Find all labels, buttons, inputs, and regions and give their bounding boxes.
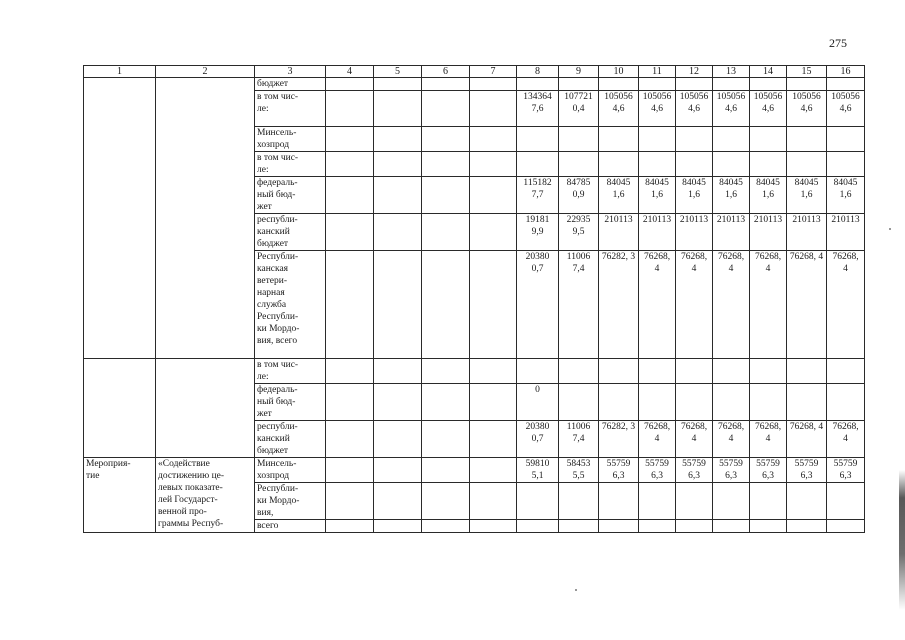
empty-cell [422,152,470,177]
event-name-line: «Содействие [158,459,210,469]
row-label-line: канская [257,264,289,274]
row-label-line: всего [257,521,279,531]
value-cell: 84045 1,6 [599,177,639,214]
value-cell: 55759 6,3 [750,458,787,483]
value-cell: 210113 [787,214,827,251]
value-cell: 55759 6,3 [639,458,676,483]
empty-cell [374,359,422,384]
row-label-line: жет [257,202,272,212]
value-cell [559,152,599,177]
empty-cell [470,384,517,421]
value-cell: 105056 4,6 [750,91,787,127]
value-cell [713,384,750,421]
value-cell [599,152,639,177]
column-header: 2 [156,66,255,78]
empty-cell [470,520,517,533]
column-header-row [84,66,865,78]
row-label [255,127,326,152]
value-cell: 76268, 4 [787,421,827,458]
value-cell: 105056 4,6 [787,91,827,127]
column-header: 15 [787,66,827,78]
empty-cell [470,214,517,251]
column-header: 5 [374,66,422,78]
row-label-line: ки Мордо- [257,496,300,506]
column-header: 8 [517,66,559,78]
row-label-line: федераль- [257,178,298,188]
value-cell: 58453 5,5 [559,458,599,483]
row-label-line: ки Мордо- [257,324,300,334]
empty-cell [422,78,470,91]
event-name-line: левых показате- [158,483,223,493]
row-label-line: бюджет [257,239,289,249]
value-cell [639,359,676,384]
value-cell: 115182 7,7 [517,177,559,214]
value-cell [827,359,865,384]
empty-cell [374,127,422,152]
value-cell [676,520,713,533]
value-cell: 76282, 3 [599,251,639,359]
value-cell [827,520,865,533]
table-row [84,359,865,384]
value-cell: 107721 0,4 [559,91,599,127]
empty-cell [374,421,422,458]
empty-cell [470,127,517,152]
merged-cell [156,78,255,359]
row-label-line: ле: [257,104,269,114]
value-cell [517,127,559,152]
empty-cell [374,214,422,251]
row-label [255,520,326,533]
row-label [255,384,326,421]
value-cell: 84045 1,6 [676,177,713,214]
row-label-line: ле: [257,165,269,175]
event-name-line: лей Государст- [158,495,218,505]
value-cell: 76268, 4 [713,251,750,359]
value-cell [559,384,599,421]
value-cell [750,483,787,520]
column-header: 10 [599,66,639,78]
value-cell [676,152,713,177]
value-cell [750,78,787,91]
table-row [84,78,865,91]
value-cell [787,127,827,152]
value-cell [599,520,639,533]
value-cell [750,520,787,533]
empty-cell [326,78,374,91]
value-cell: 0 [517,384,559,421]
column-header: 7 [470,66,517,78]
value-cell [599,127,639,152]
row-label-line: вия, [257,508,274,518]
empty-cell [326,177,374,214]
row-label-line: ле: [257,372,269,382]
value-cell [676,384,713,421]
empty-cell [326,520,374,533]
value-cell [787,520,827,533]
empty-cell [326,421,374,458]
value-cell: 76268, 4 [639,251,676,359]
empty-cell [470,91,517,127]
value-cell [787,359,827,384]
value-cell: 210113 [599,214,639,251]
value-cell: 84785 0,9 [559,177,599,214]
empty-cell [422,214,470,251]
value-cell: 105056 4,6 [676,91,713,127]
value-cell [676,359,713,384]
empty-cell [374,152,422,177]
value-cell: 20380 0,7 [517,251,559,359]
value-cell: 76268, 4 [787,251,827,359]
column-header: 4 [326,66,374,78]
event-type-line: тие [86,471,100,481]
value-cell [559,127,599,152]
column-header: 16 [827,66,865,78]
value-cell [599,78,639,91]
value-cell [676,127,713,152]
column-header: 11 [639,66,676,78]
value-cell [639,152,676,177]
value-cell: 84045 1,6 [639,177,676,214]
value-cell: 55759 6,3 [676,458,713,483]
event-type-line: Мероприя- [86,459,131,469]
value-cell [787,483,827,520]
empty-cell [374,91,422,127]
value-cell [599,384,639,421]
empty-cell [470,458,517,483]
value-cell [599,359,639,384]
row-label-line: нарная [257,288,285,298]
value-cell: 105056 4,6 [827,91,865,127]
value-cell [559,359,599,384]
empty-cell [422,251,470,359]
merged-cell [84,78,156,359]
value-cell [713,78,750,91]
value-cell: 11006 7,4 [559,251,599,359]
value-cell [713,483,750,520]
empty-cell [470,359,517,384]
empty-cell [422,177,470,214]
empty-cell [470,152,517,177]
value-cell [827,384,865,421]
row-label-line: республи- [257,422,298,432]
row-label [255,458,326,483]
value-cell [559,483,599,520]
row-label-line: ветери- [257,276,288,286]
column-header: 9 [559,66,599,78]
value-cell [517,520,559,533]
value-cell [517,152,559,177]
event-name-line: граммы Респуб- [158,519,224,529]
empty-cell [374,384,422,421]
column-header: 1 [84,66,156,78]
empty-cell [374,520,422,533]
value-cell: 84045 1,6 [713,177,750,214]
value-cell [787,384,827,421]
empty-cell [374,483,422,520]
empty-cell [326,458,374,483]
scan-speck [575,589,577,591]
value-cell [787,78,827,91]
row-label-line: канский [257,227,290,237]
row-label-line: Минсель- [257,459,297,469]
value-cell [713,127,750,152]
empty-cell [326,384,374,421]
row-label-line: ный бюд- [257,397,296,407]
value-cell [750,127,787,152]
table-row [84,458,865,483]
value-cell: 76268, 4 [750,421,787,458]
value-cell [827,78,865,91]
empty-cell [422,127,470,152]
row-label-line: федераль- [257,385,298,395]
empty-cell [422,483,470,520]
empty-cell [470,177,517,214]
value-cell [639,78,676,91]
value-cell: 105056 4,6 [639,91,676,127]
value-cell [827,152,865,177]
empty-cell [470,78,517,91]
empty-cell [326,359,374,384]
empty-cell [470,251,517,359]
row-label-line: Минсель- [257,128,297,138]
value-cell [750,359,787,384]
empty-cell [374,177,422,214]
empty-cell [374,251,422,359]
value-cell: 55759 6,3 [827,458,865,483]
value-cell: 76282, 3 [599,421,639,458]
value-cell [827,483,865,520]
page-number: 275 [829,36,847,50]
value-cell: 76268, 4 [676,251,713,359]
column-header: 14 [750,66,787,78]
row-label [255,91,326,127]
budget-table [83,65,865,533]
empty-cell [422,384,470,421]
value-cell [517,359,559,384]
value-cell: 22935 9,5 [559,214,599,251]
row-label [255,421,326,458]
row-label-line: Республи- [257,312,299,322]
value-cell: 55759 6,3 [599,458,639,483]
value-cell: 19181 9,9 [517,214,559,251]
row-label-line: жет [257,409,272,419]
value-cell [639,384,676,421]
value-cell: 105056 4,6 [713,91,750,127]
row-label-line: служба [257,300,287,310]
value-cell: 76268, 4 [713,421,750,458]
empty-cell [422,91,470,127]
value-cell [639,520,676,533]
row-label-line: в том чис- [257,360,299,370]
empty-cell [422,458,470,483]
value-cell: 59810 5,1 [517,458,559,483]
value-cell [599,483,639,520]
empty-cell [326,483,374,520]
value-cell: 55759 6,3 [713,458,750,483]
table-body [84,66,865,533]
value-cell [713,359,750,384]
value-cell: 76268, 4 [750,251,787,359]
row-label [255,251,326,359]
value-cell: 210113 [676,214,713,251]
row-label-line: бюджет [257,79,289,89]
value-cell: 76268, 4 [639,421,676,458]
value-cell: 210113 [713,214,750,251]
value-cell: 11006 7,4 [559,421,599,458]
value-cell [676,483,713,520]
empty-cell [374,458,422,483]
event-name-cell [156,458,255,533]
column-header: 13 [713,66,750,78]
row-label-line: ный бюд- [257,190,296,200]
merged-cell [156,359,255,458]
scan-speck [889,228,891,230]
value-cell: 84045 1,6 [787,177,827,214]
empty-cell [326,152,374,177]
value-cell [639,483,676,520]
value-cell: 210113 [639,214,676,251]
empty-cell [326,214,374,251]
empty-cell [422,520,470,533]
row-label-line: Республи- [257,252,299,262]
empty-cell [326,91,374,127]
event-name-line: достижению це- [158,471,225,481]
empty-cell [470,483,517,520]
row-label [255,483,326,520]
scan-edge-shadow [899,470,905,610]
empty-cell [326,127,374,152]
value-cell [559,78,599,91]
value-cell [750,384,787,421]
empty-cell [374,78,422,91]
column-header: 3 [255,66,326,78]
row-label [255,214,326,251]
value-cell: 55759 6,3 [787,458,827,483]
value-cell: 76268, 4 [827,251,865,359]
row-label-line: хозпрод [257,140,290,150]
row-label-line: вия, всего [257,336,298,346]
value-cell: 210113 [750,214,787,251]
row-label-line: бюджет [257,446,289,456]
row-label-line: Республи- [257,484,299,494]
value-cell [750,152,787,177]
value-cell [639,127,676,152]
empty-cell [422,359,470,384]
value-cell: 134364 7,6 [517,91,559,127]
row-label [255,359,326,384]
value-cell: 105056 4,6 [599,91,639,127]
empty-cell [326,251,374,359]
value-cell: 84045 1,6 [827,177,865,214]
merged-cell [84,359,156,458]
value-cell: 84045 1,6 [750,177,787,214]
value-cell [559,520,599,533]
empty-cell [422,421,470,458]
value-cell [713,152,750,177]
value-cell [676,78,713,91]
row-label-line: в том чис- [257,92,299,102]
value-cell [517,483,559,520]
row-label-line: канский [257,434,290,444]
value-cell [827,127,865,152]
event-type-cell [84,458,156,533]
value-cell: 20380 0,7 [517,421,559,458]
value-cell: 76268, 4 [827,421,865,458]
row-label-line: хозпрод [257,471,290,481]
value-cell: 210113 [827,214,865,251]
value-cell: 76268, 4 [676,421,713,458]
row-label [255,78,326,91]
value-cell [713,520,750,533]
column-header: 6 [422,66,470,78]
row-label [255,177,326,214]
row-label-line: в том чис- [257,153,299,163]
value-cell [517,78,559,91]
row-label [255,152,326,177]
event-name-line: венной про- [158,507,207,517]
value-cell [787,152,827,177]
empty-cell [470,421,517,458]
row-label-line: республи- [257,215,298,225]
column-header: 12 [676,66,713,78]
